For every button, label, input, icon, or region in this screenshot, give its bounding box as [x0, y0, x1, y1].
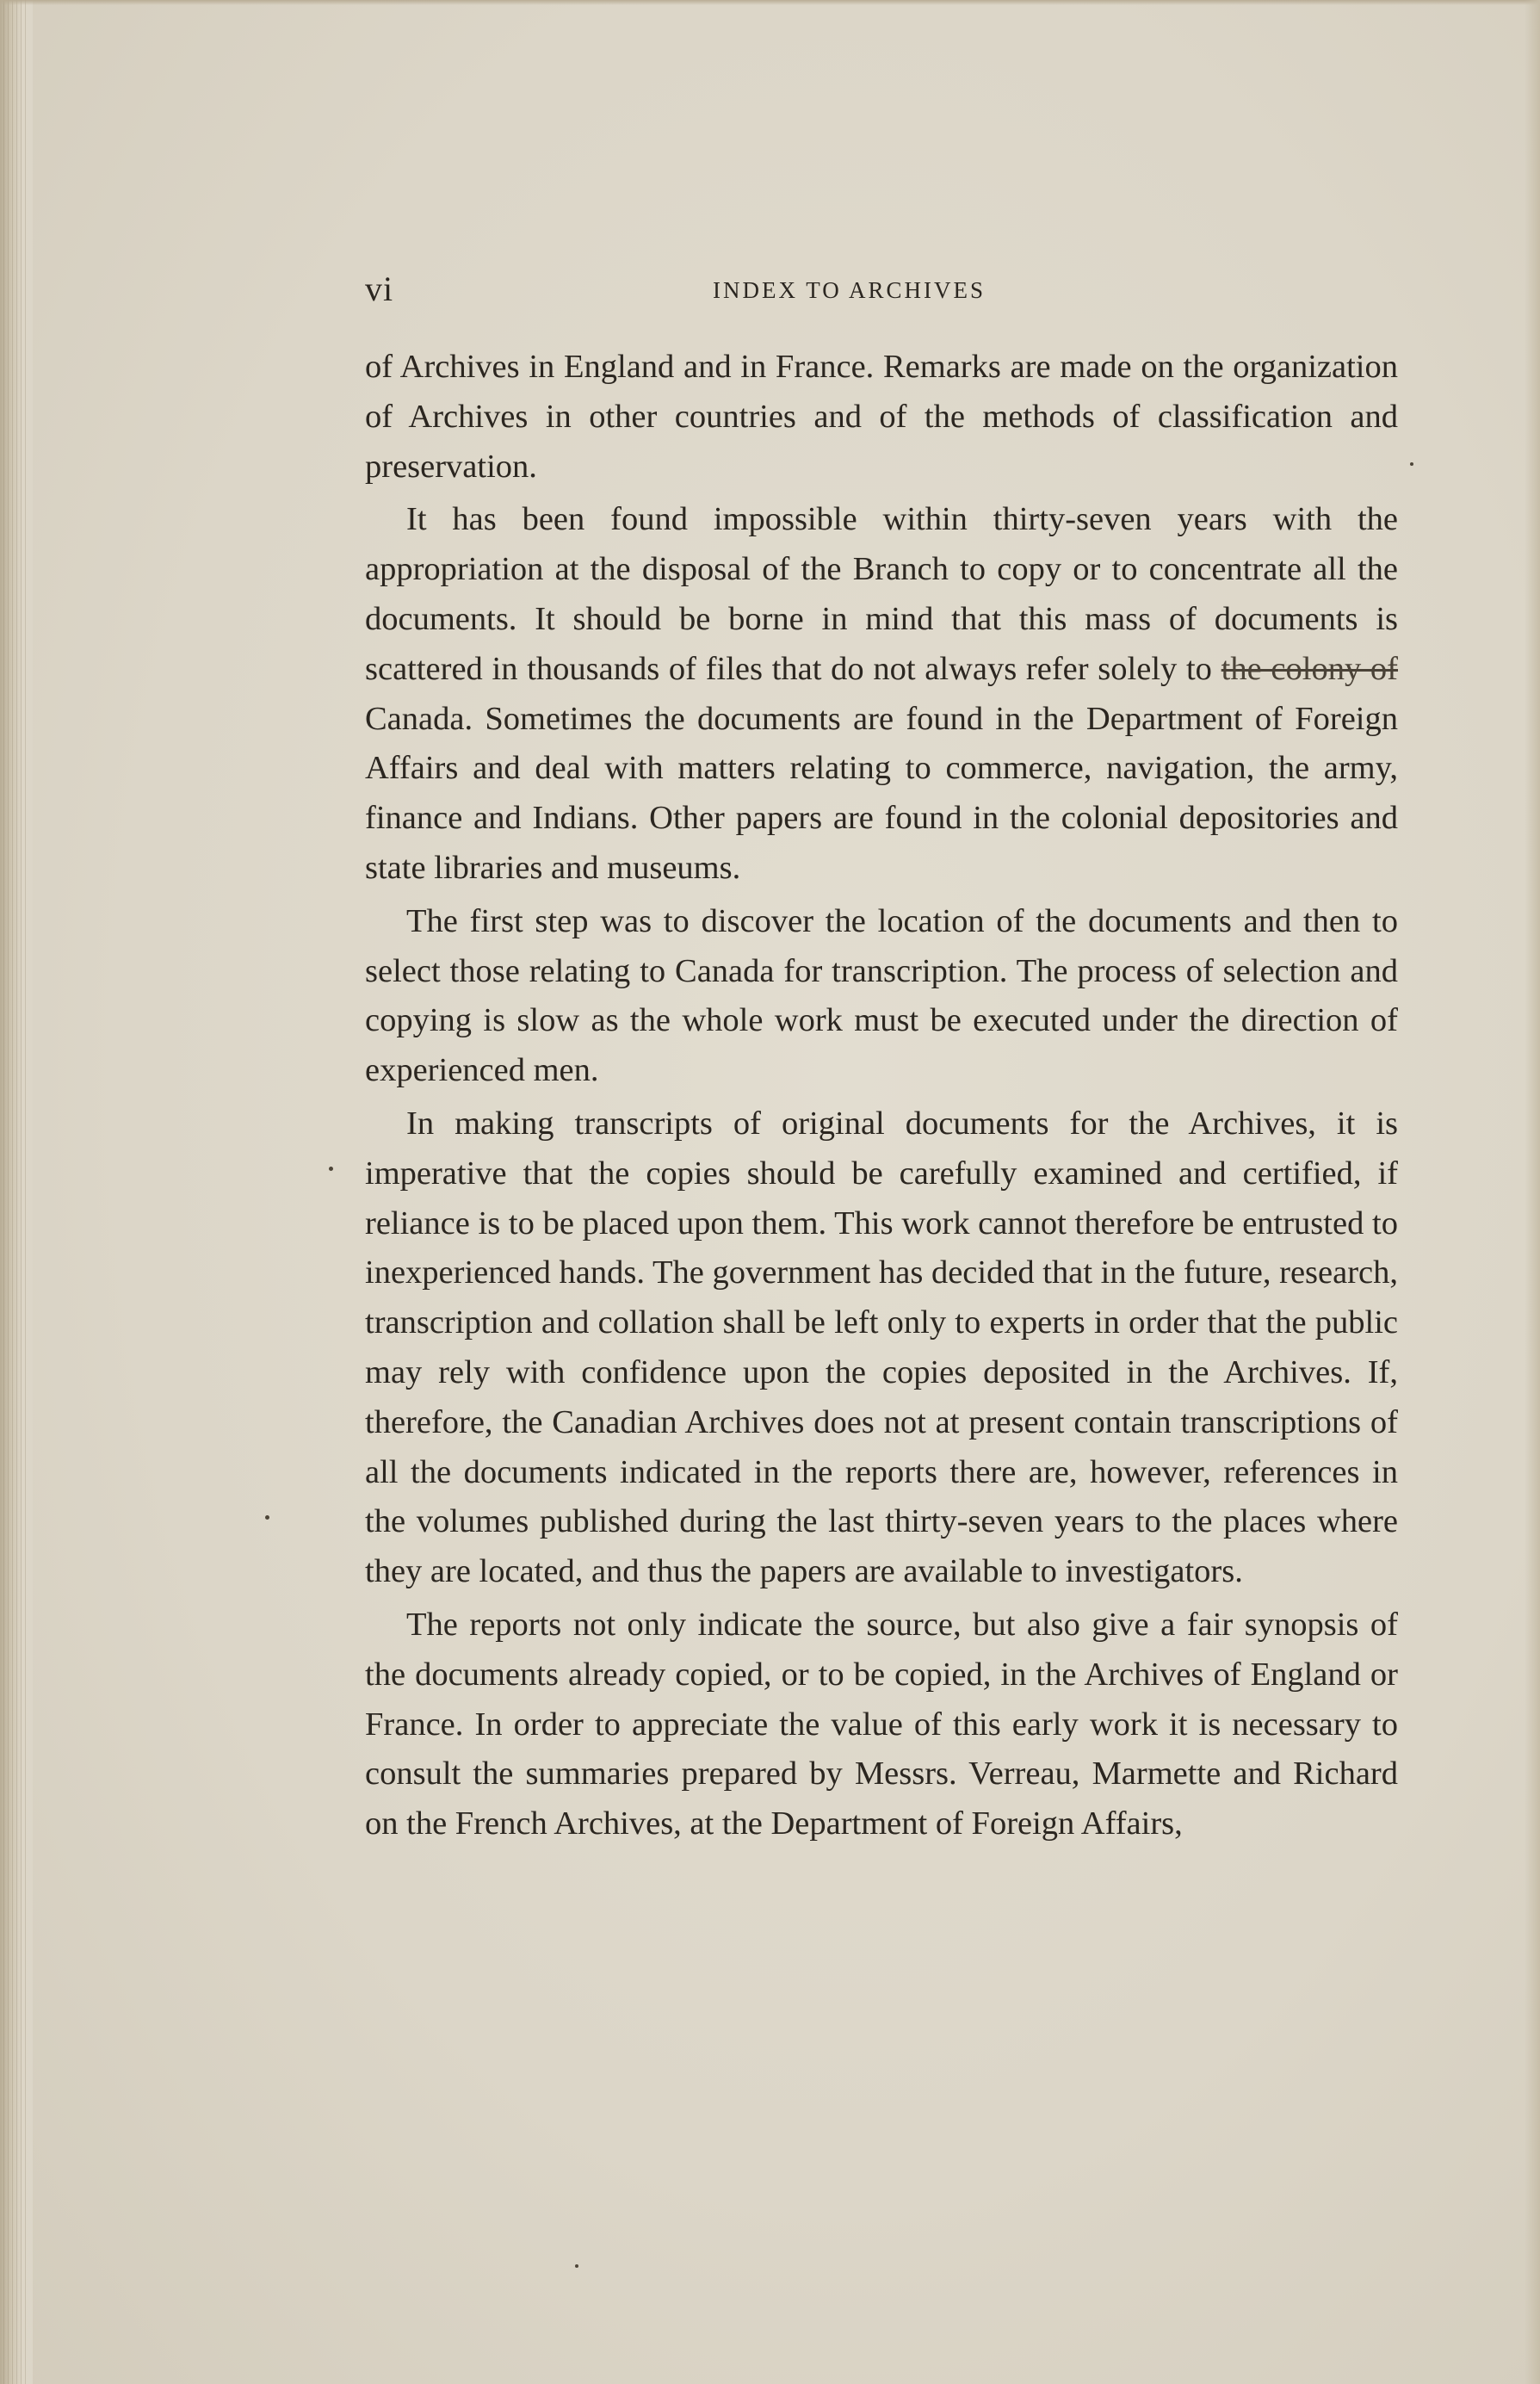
paragraph-4: In making transcripts of original documents for the Archives, it is imperative that the copies should be carefully examined and certified, if reliance is to be placed upon them. This work cannot therefore be entrusted to inexperienced hands. The government has decided that in the future, research, transcription and collation shall be left only to experts in order that the public may rely with confidence upon the copies deposited in the Archives. If, therefore, the Canadian Archives does not at present contain transcriptions of all the documents indicated in the reports there are, however, references in the volumes published during the last thirty-seven years to the places where they are located, and thus the papers are available to investigators.: [365, 1105, 1398, 1590]
struck-through-text: the colony of: [1221, 650, 1399, 687]
paragraph-2-text-after: Canada. Sometimes the documents are found in the Department of Foreign Affairs and deal with matters relating to commerce, navigation, the army, finance and Indians. Other papers are found in the colonial depositories and state libraries and museums.: [365, 700, 1398, 886]
paragraph-2: [365, 495, 1398, 893]
page-right-edge: [1525, 0, 1540, 2384]
page-header: [365, 269, 1398, 312]
ink-speck: [329, 1167, 333, 1171]
paragraph-2-text-before: It has been found impossible within thirty-seven years with the appropriation at the disposal of the Branch to copy or to concentrate all the documents. It should be borne in mind that this mass of documents is scattered in thousands of files that do not always refer solely to: [365, 501, 1398, 687]
body-text: [365, 343, 1398, 1853]
binding-edge: [3, 0, 29, 2384]
page-number: vi: [365, 269, 394, 308]
paragraph-1: of Archives in England and in France. Remarks are made on the organization of Archives in other countries and of the methods of classification and preservation.: [365, 349, 1398, 485]
paragraph-5: The reports not only indicate the source, but also give a fair synopsis of the documents already copied, or to be copied, in the Archives of England or France. In order to appreciate the value of this early work it is necessary to consult the summaries prepared by Messrs. Verreau, Marmette and Richard on the French Archives, at the Department of Foreign Affairs,: [365, 1606, 1398, 1842]
paragraph-3: The first step was to discover the location of the documents and then to select those relating to Canada for transcription. The process of selection and copying is slow as the whole work must be executed under the direction of experienced men.: [365, 902, 1398, 1089]
ink-speck: [265, 1515, 269, 1520]
ink-speck: [1410, 462, 1413, 466]
ink-speck: [575, 2264, 578, 2268]
running-head: INDEX TO ARCHIVES: [713, 277, 986, 303]
page-top-edge: [0, 0, 1540, 5]
